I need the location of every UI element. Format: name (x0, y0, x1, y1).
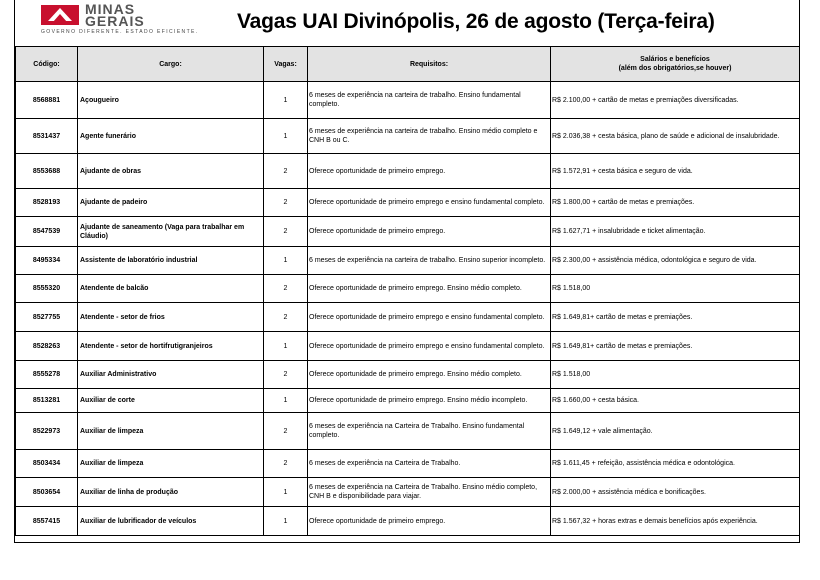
job-requirements: 6 meses de experiência na Carteira de Trabalho. Ensino médio completo, CNH B e disponibilidade para viajar. (308, 478, 551, 507)
job-requirements: 6 meses de experiência na carteira de trabalho. Ensino superior incompleto. (308, 247, 551, 275)
jobs-table (15, 46, 800, 536)
job-openings: 2 (264, 154, 308, 189)
column-header-vagas: Vagas: (264, 47, 308, 82)
table-row (16, 303, 800, 332)
job-salary: R$ 1.649,81+ cartão de metas e premiações. (551, 332, 800, 361)
job-title: Atendente - setor de frios (78, 303, 264, 332)
job-salary: R$ 2.000,00 + assistência médica e bonificações. (551, 478, 800, 507)
table-row (16, 450, 800, 478)
job-title: Auxiliar de lubrificador de veículos (78, 507, 264, 536)
column-header-salarios-line1: Salários e benefícios (640, 56, 710, 63)
job-openings: 1 (264, 389, 308, 413)
job-salary: R$ 2.036,38 + cesta básica, plano de saúde e adicional de insalubridade. (551, 119, 800, 154)
job-openings: 1 (264, 247, 308, 275)
job-salary: R$ 1.660,00 + cesta básica. (551, 389, 800, 413)
column-header-salarios (551, 47, 800, 82)
job-code: 8555320 (16, 275, 78, 303)
job-title: Agente funerário (78, 119, 264, 154)
job-salary: R$ 1.567,32 + horas extras e demais benefícios após experiência. (551, 507, 800, 536)
job-code: 8531437 (16, 119, 78, 154)
job-code: 8495334 (16, 247, 78, 275)
job-code: 8555278 (16, 361, 78, 389)
table-row (16, 247, 800, 275)
table-row (16, 332, 800, 361)
job-title: Atendente - setor de hortifrutigranjeiros (78, 332, 264, 361)
table-row (16, 413, 800, 450)
job-code: 8528263 (16, 332, 78, 361)
job-title: Açougueiro (78, 82, 264, 119)
job-requirements: Oferece oportunidade de primeiro emprego. (308, 217, 551, 247)
table-row (16, 82, 800, 119)
column-header-codigo: Código: (16, 47, 78, 82)
job-requirements: Oferece oportunidade de primeiro emprego. Ensino médio completo. (308, 275, 551, 303)
job-title: Atendente de balcão (78, 275, 264, 303)
job-title: Auxiliar de linha de produção (78, 478, 264, 507)
job-code: 8528193 (16, 189, 78, 217)
column-header-salarios-line2: (além dos obrigatórios,se houver) (618, 65, 732, 72)
table-row (16, 154, 800, 189)
job-title: Auxiliar Administrativo (78, 361, 264, 389)
job-requirements: Oferece oportunidade de primeiro emprego e ensino fundamental completo. (308, 189, 551, 217)
job-salary: R$ 1.649,12 + vale alimentação. (551, 413, 800, 450)
job-openings: 2 (264, 275, 308, 303)
job-title: Ajudante de obras (78, 154, 264, 189)
minas-gerais-logo (41, 1, 199, 39)
job-title: Ajudante de padeiro (78, 189, 264, 217)
job-salary: R$ 1.649,81+ cartão de metas e premiações. (551, 303, 800, 332)
table-row (16, 275, 800, 303)
job-requirements: 6 meses de experiência na Carteira de Trabalho. Ensino fundamental completo. (308, 413, 551, 450)
job-code: 8568881 (16, 82, 78, 119)
job-openings: 2 (264, 303, 308, 332)
table-row (16, 119, 800, 154)
job-code: 8553688 (16, 154, 78, 189)
job-code: 8557415 (16, 507, 78, 536)
job-salary: R$ 1.611,45 + refeição, assistência médica e odontológica. (551, 450, 800, 478)
job-salary: R$ 1.800,00 + cartão de metas e premiações. (551, 189, 800, 217)
job-requirements: Oferece oportunidade de primeiro emprego e ensino fundamental completo. (308, 332, 551, 361)
job-title: Auxiliar de limpeza (78, 413, 264, 450)
job-openings: 2 (264, 189, 308, 217)
column-header-requisitos: Requisitos: (308, 47, 551, 82)
logo-name-line2: GERAIS (85, 13, 145, 29)
job-openings: 1 (264, 332, 308, 361)
logo-name (85, 3, 145, 27)
job-requirements: Oferece oportunidade de primeiro emprego. (308, 154, 551, 189)
job-title: Assistente de laboratório industrial (78, 247, 264, 275)
job-code: 8527755 (16, 303, 78, 332)
job-openings: 2 (264, 450, 308, 478)
job-openings: 2 (264, 413, 308, 450)
logo-name-line1: MINAS (85, 1, 136, 17)
job-openings: 2 (264, 361, 308, 389)
job-code: 8503434 (16, 450, 78, 478)
job-salary: R$ 2.300,00 + assistência médica, odontológica e seguro de vida. (551, 247, 800, 275)
page-title: Vagas UAI Divinópolis, 26 de agosto (Terça-feira) (237, 10, 715, 33)
table-row (16, 217, 800, 247)
job-salary: R$ 1.572,91 + cesta básica e seguro de vida. (551, 154, 800, 189)
job-listing-sheet (14, 0, 800, 543)
job-openings: 1 (264, 119, 308, 154)
job-openings: 1 (264, 478, 308, 507)
table-row (16, 507, 800, 536)
job-title: Ajudante de saneamento (Vaga para trabalhar em Cláudio) (78, 217, 264, 247)
table-row (16, 189, 800, 217)
job-requirements: Oferece oportunidade de primeiro emprego. (308, 507, 551, 536)
job-salary: R$ 2.100,00 + cartão de metas e premiações diversificadas. (551, 82, 800, 119)
job-code: 8503654 (16, 478, 78, 507)
logo-tagline: GOVERNO DIFERENTE. ESTADO EFICIENTE. (41, 29, 199, 35)
table-row (16, 361, 800, 389)
mountain-icon (41, 5, 79, 25)
job-salary: R$ 1.518,00 (551, 275, 800, 303)
job-requirements: 6 meses de experiência na Carteira de Trabalho. (308, 450, 551, 478)
job-code: 8547539 (16, 217, 78, 247)
job-requirements: Oferece oportunidade de primeiro emprego e ensino fundamental completo. (308, 303, 551, 332)
table-header-row (16, 47, 800, 82)
job-salary: R$ 1.518,00 (551, 361, 800, 389)
table-row (16, 478, 800, 507)
job-requirements: 6 meses de experiência na carteira de trabalho. Ensino médio completo e CNH B ou C. (308, 119, 551, 154)
job-requirements: 6 meses de experiência na carteira de trabalho. Ensino fundamental completo. (308, 82, 551, 119)
job-openings: 1 (264, 507, 308, 536)
job-openings: 2 (264, 217, 308, 247)
job-code: 8513281 (16, 389, 78, 413)
job-title: Auxiliar de corte (78, 389, 264, 413)
job-title: Auxiliar de limpeza (78, 450, 264, 478)
header (15, 0, 799, 46)
job-code: 8522973 (16, 413, 78, 450)
job-openings: 1 (264, 82, 308, 119)
job-requirements: Oferece oportunidade de primeiro emprego. Ensino médio incompleto. (308, 389, 551, 413)
column-header-cargo: Cargo: (78, 47, 264, 82)
job-requirements: Oferece oportunidade de primeiro emprego. Ensino médio completo. (308, 361, 551, 389)
job-salary: R$ 1.627,71 + insalubridade e ticket alimentação. (551, 217, 800, 247)
table-row (16, 389, 800, 413)
